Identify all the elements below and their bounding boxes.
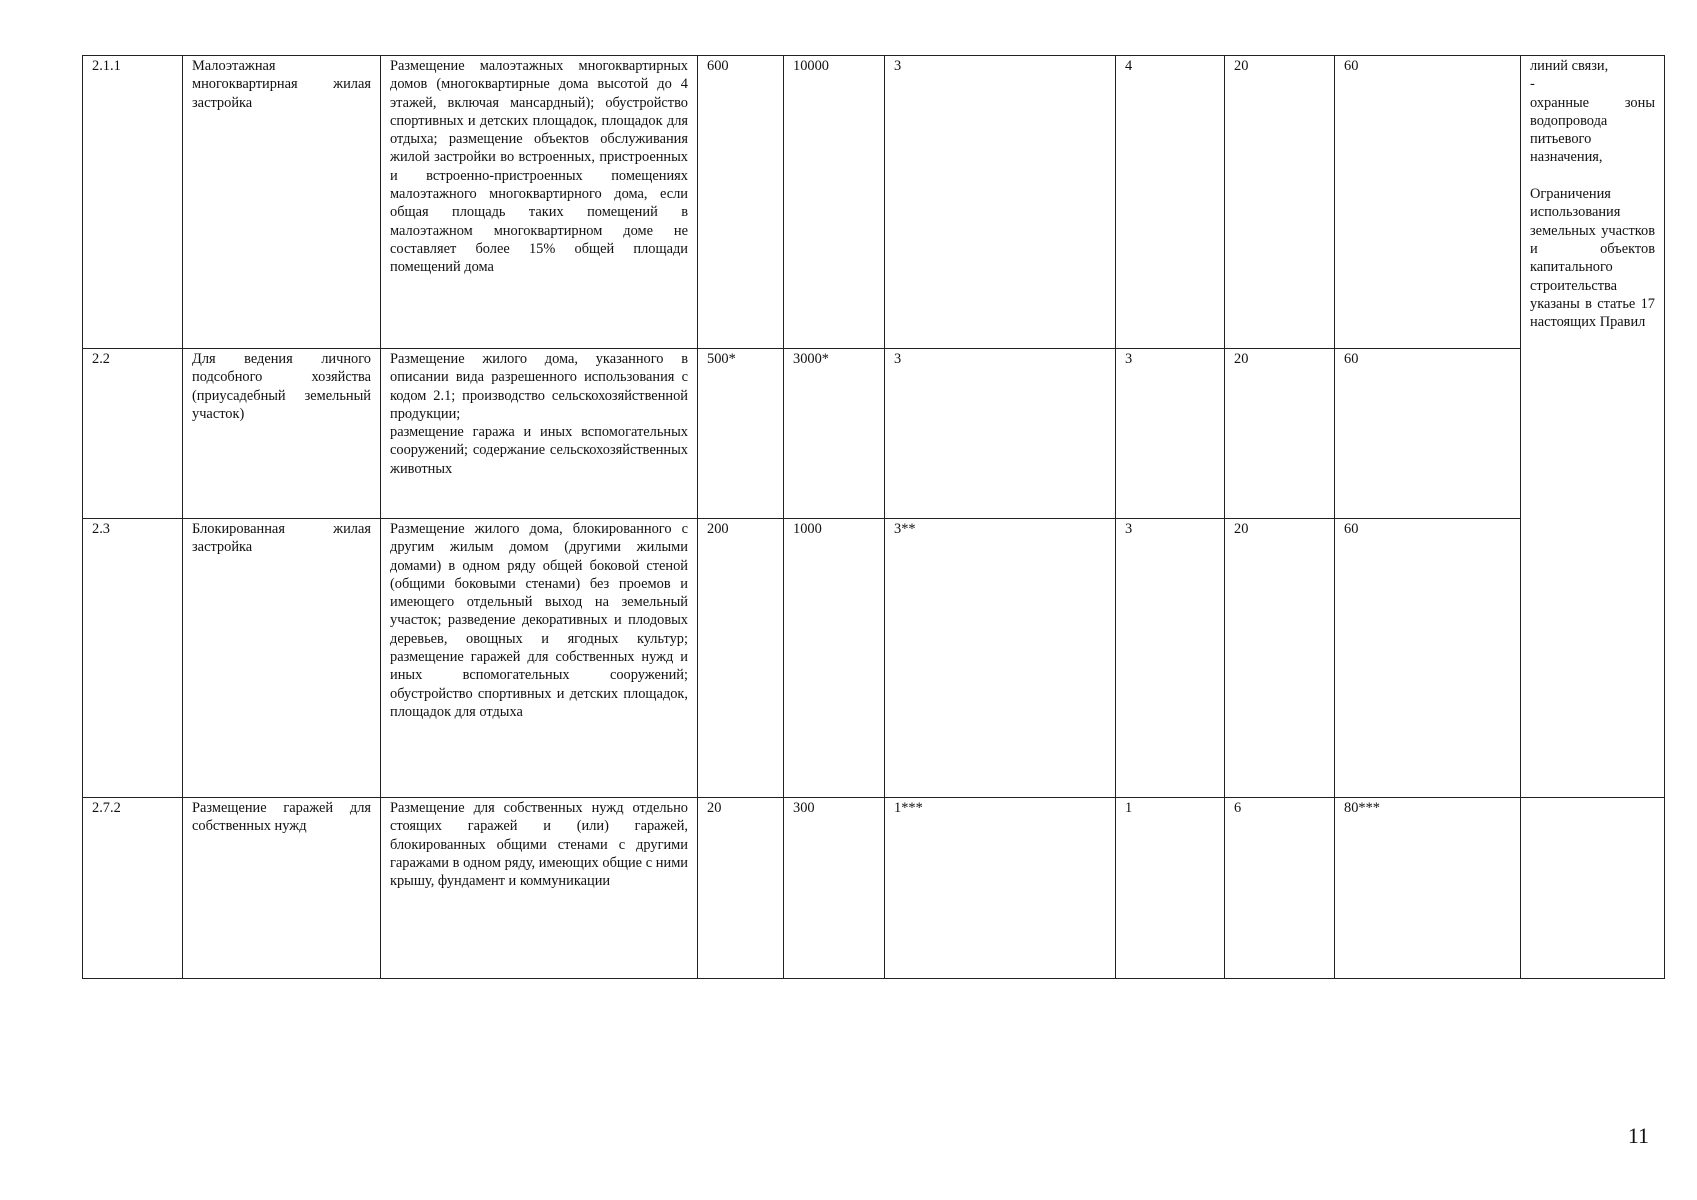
row-min-area: 500* bbox=[698, 349, 784, 519]
row-code: 2.7.2 bbox=[83, 798, 183, 979]
row-use-name: Размещение гаражей для собственных нужд bbox=[183, 798, 381, 979]
row-coverage: 60 bbox=[1335, 349, 1521, 519]
table-row bbox=[83, 56, 1665, 349]
row-description: Размещение жилого дома, указанного в описании вида разрешенного использования с кодом 2.1; производство сельскохозяйственной продукции; размещение гаража и иных вспомогательных сооружений; содержание сельскохозяйственных животных bbox=[381, 349, 698, 519]
row-max-area: 10000 bbox=[784, 56, 885, 349]
row-use-name: Блокированная жилая застройка bbox=[183, 519, 381, 798]
row-description: Размещение жилого дома, блокированного с другим жилым домом (другими жилыми домами) в одном ряду общей боковой стеной (общими боковыми стенами) без проемов и имеющего отдельный выход на земельный участок; разведение декоративных и плодовых деревьев, овощных и ягодных культур; размещение гаражей для собственных нужд и иных вспомогательных сооружений; обустройство спортивных и детских площадок, площадок для отдыха bbox=[381, 519, 698, 798]
row-code: 2.1.1 bbox=[83, 56, 183, 349]
row-description: Размещение малоэтажных многоквартирных домов (многоквартирные дома высотой до 4 этажей, включая мансардный); обустройство спортивных и детских площадок, площадок для отдыха; размещение объектов обслуживания жилой застройки во встроенных, пристроенных и встроенно-пристроенных помещениях малоэтажного многоквартирного дома, если общая площадь таких помещений в малоэтажном многоквартирном доме не составляет более 15% общей площади помещений дома bbox=[381, 56, 698, 349]
row-coverage: 60 bbox=[1335, 56, 1521, 349]
row-floors: 1*** bbox=[885, 798, 1116, 979]
row-use-name: Для ведения личного подсобного хозяйства (приусадебный земельный участок) bbox=[183, 349, 381, 519]
row-max-area: 3000* bbox=[784, 349, 885, 519]
zoning-table bbox=[82, 55, 1665, 979]
row-height: 20 bbox=[1225, 349, 1335, 519]
table-row bbox=[83, 349, 1665, 519]
row-floors: 3 bbox=[885, 56, 1116, 349]
row-restrictions-empty bbox=[1521, 798, 1665, 979]
row-min-area: 20 bbox=[698, 798, 784, 979]
page-number: 11 bbox=[1627, 1123, 1649, 1148]
row-height: 20 bbox=[1225, 519, 1335, 798]
row-max-area: 1000 bbox=[784, 519, 885, 798]
row-code: 2.3 bbox=[83, 519, 183, 798]
row-coverage: 80*** bbox=[1335, 798, 1521, 979]
row-setback: 3 bbox=[1116, 349, 1225, 519]
row-min-area: 600 bbox=[698, 56, 784, 349]
row-height: 20 bbox=[1225, 56, 1335, 349]
restrictions-cell: линий связи, - охранные зоны водопровода питьевого назначения, Ограничения использования земельных участков и объектов капитального строительства указаны в статье 17 настоящих Правил bbox=[1521, 56, 1665, 798]
row-setback: 3 bbox=[1116, 519, 1225, 798]
row-setback: 1 bbox=[1116, 798, 1225, 979]
row-height: 6 bbox=[1225, 798, 1335, 979]
row-coverage: 60 bbox=[1335, 519, 1521, 798]
row-code: 2.2 bbox=[83, 349, 183, 519]
row-min-area: 200 bbox=[698, 519, 784, 798]
row-max-area: 300 bbox=[784, 798, 885, 979]
table-row bbox=[83, 519, 1665, 798]
row-description: Размещение для собственных нужд отдельно стоящих гаражей и (или) гаражей, блокированных общими стенами с другими гаражами в одном ряду, имеющих общие с ними крышу, фундамент и коммуникации bbox=[381, 798, 698, 979]
row-use-name: Малоэтажная многоквартирная жилая застройка bbox=[183, 56, 381, 349]
row-setback: 4 bbox=[1116, 56, 1225, 349]
table-row bbox=[83, 798, 1665, 979]
row-floors: 3** bbox=[885, 519, 1116, 798]
row-floors: 3 bbox=[885, 349, 1116, 519]
